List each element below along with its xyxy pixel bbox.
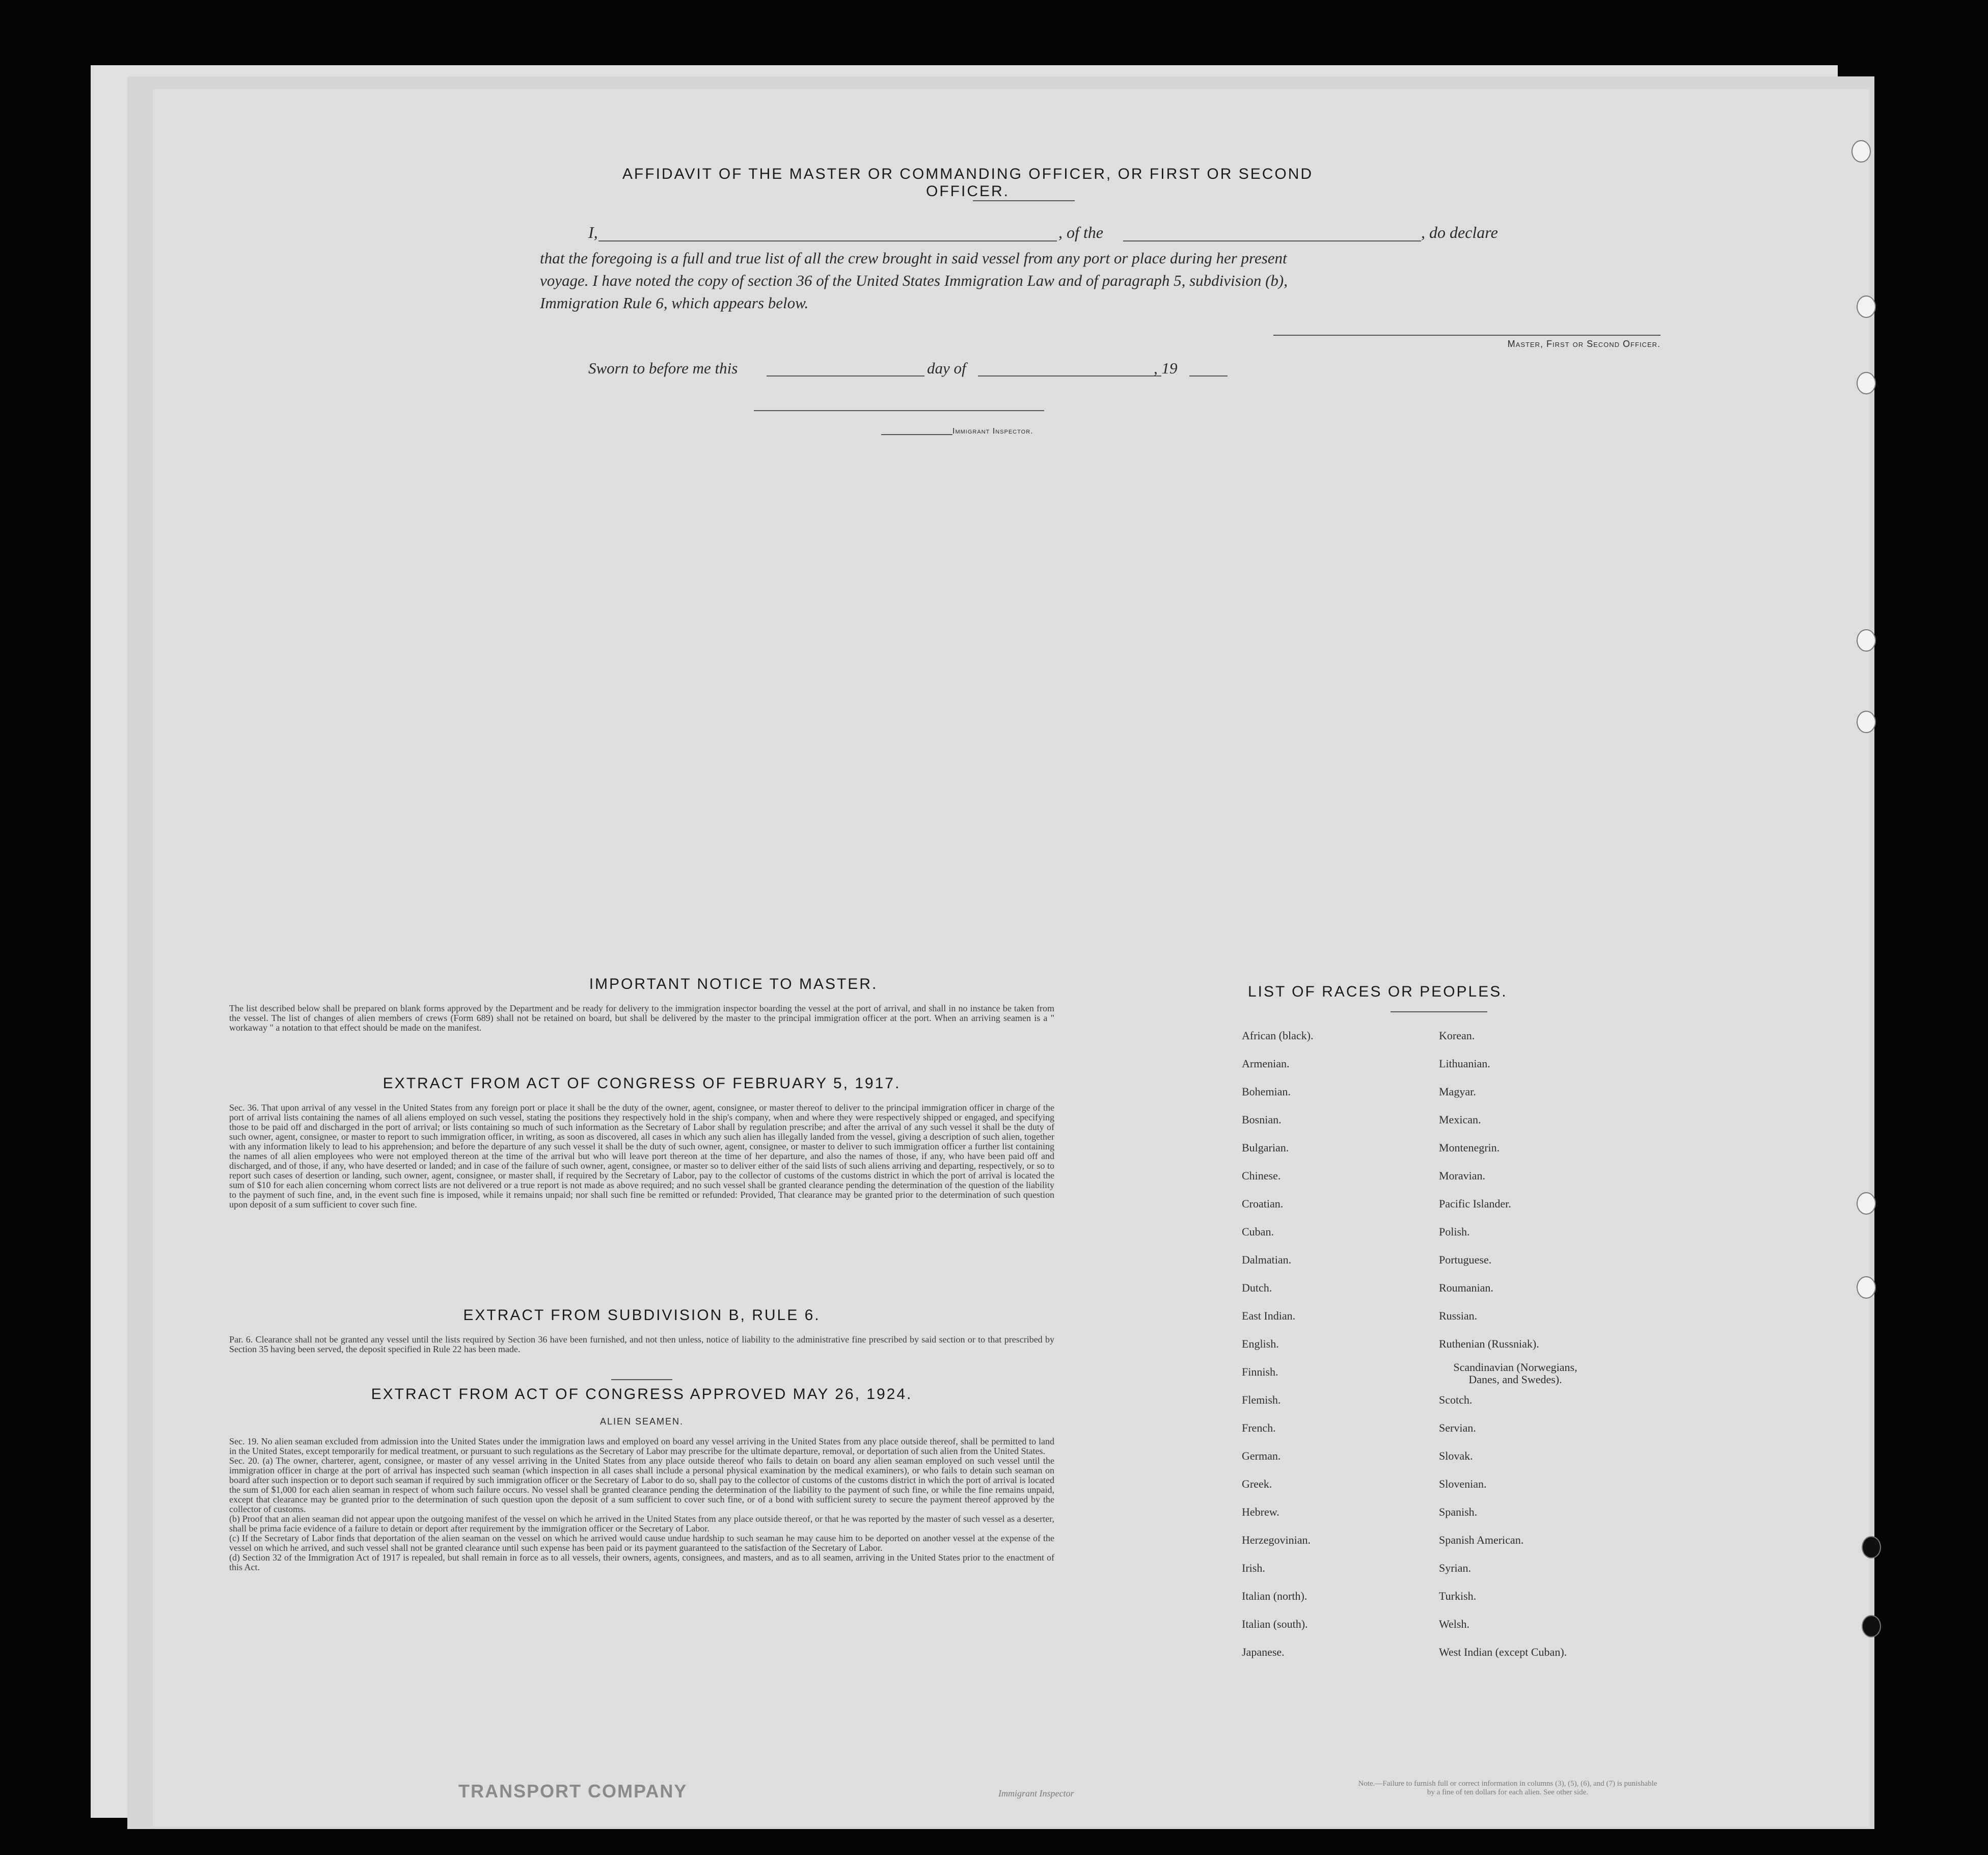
divider <box>1391 1011 1487 1012</box>
extract-rule6-body: Par. 6. Clearance shall not be granted any vessel until the lists required by Section 36 have been furnished, and not then unless, notice of liability to the administrative fine prescribed by said section or to that prescribed by Section 35 having been served, the deposit specified in Rule 22 has been made. <box>229 1334 1054 1354</box>
race-item: Bulgarian. <box>1242 1141 1289 1154</box>
master-caption: Master, First or Second Officer. <box>1507 339 1660 349</box>
punch-hole <box>1857 372 1876 394</box>
race-item: Finnish. <box>1242 1365 1278 1378</box>
race-item: Scotch. <box>1439 1393 1473 1406</box>
divider <box>611 1379 672 1380</box>
race-item: African (black). <box>1242 1029 1314 1042</box>
race-item: German. <box>1242 1449 1281 1462</box>
punch-hole <box>1857 295 1876 318</box>
race-item: Herzegovinian. <box>1242 1534 1311 1546</box>
race-item: Spanish. <box>1439 1505 1478 1518</box>
race-item: Irish. <box>1242 1562 1265 1574</box>
race-item: Hebrew. <box>1242 1505 1279 1518</box>
notice-body: The list described below shall be prepared on blank forms approved by the Department and be ready for delivery to the immigration inspector boarding the vessel at the port of arrival, and shall in no instance be taken from the vessel. The list of changes of alien members of crews (Form 689) shall not be retained on board, but shall be delivered by the master to the principal immigration officer at the port. When an arriving seamen is a " workaway " a notation to that effect should be made on the manifest. <box>229 1003 1054 1033</box>
race-item: Ruthenian (Russniak). <box>1439 1337 1539 1350</box>
name-blank-line <box>598 240 1057 241</box>
section-20b: (b) Proof that an alien seaman did not appear upon the outgoing manifest of the vessel on which he arrived in the United States from any place outside thereof, or that he was reported by the master of such vessel as a deserter, shall be prima facie evidence of a failure to detain or deport after requirement by the immigration officer or the Secretary of Labor. <box>229 1514 1054 1534</box>
footer-note: Note.—Failure to furnish full or correct information in columns (3), (5), (6), and (7) is punishable by a fine of ten dollars for each alien. See other side. <box>1358 1780 1657 1796</box>
year-blank-line <box>1189 375 1228 377</box>
notice-title: IMPORTANT NOTICE TO MASTER. <box>589 976 878 992</box>
race-item: Croatian. <box>1242 1197 1284 1210</box>
day-of-label: day of <box>927 359 966 377</box>
race-item: Servian. <box>1439 1421 1476 1434</box>
affidavit-of-the-label: , of the <box>1058 223 1103 241</box>
race-item: Slovak. <box>1439 1449 1473 1462</box>
race-item: Bohemian. <box>1242 1085 1291 1098</box>
affidavit-declare-label: , do declare <box>1421 223 1498 241</box>
punch-hole <box>1857 1192 1876 1215</box>
section-20a: Sec. 20. (a) The owner, charterer, agent, consignee, or master of any vessel arriving in the United States from any place outside thereof who fails to detain on board any alien seaman employed on such vessel until the immigration officer in charge at the port of arrival has inspected such seaman (which inspection in all cases shall include a personal physical examination by the medical examiners), or who fails to detain such seaman on board after such inspection or to deport such seaman if required by such immigration officer or the Secretary of Labor to do so, shall pay to the collector of customs of the customs district in which the port of arrival is located the sum of $1,000 for each alien seaman in respect of whom such failure occurs. No vessel shall be granted clearance pending the determination of the liability to the payment of such fine, or while the fine remains unpaid, except that clearance may be granted prior to the determination of such question upon the deposit of a sum sufficient to cover such fine, or of a bond with sufficient surety to secure the payment thereof approved by the collector of customs. <box>229 1456 1054 1514</box>
extract-rule6-title: EXTRACT FROM SUBDIVISION B, RULE 6. <box>463 1307 821 1324</box>
affidavit-i-label: I, <box>588 223 598 241</box>
race-item: Cuban. <box>1242 1225 1274 1238</box>
race-item: Greek. <box>1242 1477 1272 1490</box>
inspector-short-line <box>881 434 952 435</box>
punch-hole <box>1862 1536 1881 1558</box>
section-20d: (d) Section 32 of the Immigration Act of 1917 is repealed, but shall remain in force as to all vessels, their owners, agents, consignees, and masters, and as to all seamen, arriving in the United States prior to the enactment of this Act. <box>229 1552 1054 1572</box>
race-item: Syrian. <box>1439 1562 1471 1574</box>
race-item: Roumanian. <box>1439 1281 1493 1294</box>
inspector-signature-line <box>754 410 1044 411</box>
race-item: Russian. <box>1439 1309 1478 1322</box>
affidavit-title: AFFIDAVIT OF THE MASTER OR COMMANDING OFFICER, OR FIRST OR SECOND OFFICER. <box>622 166 1314 200</box>
affidavit-line-1: that the foregoing is a full and true list of all the crew brought in said vessel from any port or place during her present <box>540 249 1287 267</box>
extract-1917-body: Sec. 36. That upon arrival of any vessel in the United States from any foreign port or place it shall be the duty of the owner, agent, consignee, or master thereof to deliver to the principal immigration officer in charge of the port of arrival lists containing the names of all aliens employed on such vessel, stating the positions they respectively hold in the ship's company, when and where they were respectively shipped or engaged, and specifying those to be paid off and discharged in the port of arrival; or lists containing so much of such information as the Secretary of Labor shall by regulation prescribe; and after the arrival of any such vessel it shall be the duty of such owner, agent, consignee, or master to report to such immigration officer, in writing, as soon as discovered, all cases in which any such alien has illegally landed from the vessel, giving a description of such alien, together with any information likely to lead to his apprehension; and before the departure of any such vessel it shall be the duty of such owner, agent, consignee, or master to deliver to such immigration officer a further list containing the names of all alien employees who were not employed thereon at the time of the arrival but who will leave port thereon at the time of her departure, and also the names of those, if any, who have been paid off and discharged, and of those, if any, who have deserted or landed; and in case of the failure of such owner, agent, consignee, or master so to deliver either of the said lists of such aliens arriving and departing, respectively, or so to report such cases of desertion or landing, such owner, agent, consignee, or master shall, if required by the Secretary of Labor, pay to the collector of customs of the customs district in which the port of arrival is located the sum of $10 for each alien concerning whom correct lists are not delivered or a true report is not made as above required; and no such vessel shall be granted clearance pending the determination of the question of the liability to the payment of such fine, and, in the event such fine is imposed, while it remains unpaid; nor shall such fine be remitted or refunded: Provided, That clearance may be granted prior to the determination of such question upon deposit of a sum sufficient to cover such fine. <box>229 1103 1054 1209</box>
race-item: Japanese. <box>1242 1646 1285 1658</box>
race-item: Welsh. <box>1439 1618 1469 1630</box>
race-item: French. <box>1242 1421 1276 1434</box>
year-label: , 19 <box>1154 359 1178 377</box>
race-item: East Indian. <box>1242 1309 1296 1322</box>
race-item: Slovenian. <box>1439 1477 1487 1490</box>
race-item: Dalmatian. <box>1242 1253 1292 1266</box>
race-item: Bosnian. <box>1242 1113 1282 1126</box>
divider <box>973 200 1075 201</box>
punch-hole <box>1857 711 1876 733</box>
race-item: Portuguese. <box>1439 1253 1492 1266</box>
race-item: Lithuanian. <box>1439 1057 1490 1070</box>
race-item: Korean. <box>1439 1029 1475 1042</box>
extract-1924-subtitle: ALIEN SEAMEN. <box>600 1416 684 1427</box>
section-19: Sec. 19. No alien seaman excluded from admission into the United States under the immigration laws and employed on board any vessel arriving in the United States from any place outside thereof, shall be permitted to land in the United States, except temporarily for medical treatment, or pursuant to such regulations as the Secretary of Labor may prescribe for the ultimate departure, removal, or deportation of such alien from the United States. <box>229 1436 1054 1456</box>
race-item: Polish. <box>1439 1225 1470 1238</box>
punch-hole <box>1862 1615 1881 1637</box>
document-page <box>153 89 1869 1826</box>
race-item: Spanish American. <box>1439 1534 1524 1546</box>
punch-hole <box>1851 140 1871 163</box>
race-item: Dutch. <box>1242 1281 1272 1294</box>
race-item: Armenian. <box>1242 1057 1290 1070</box>
inspector-caption: Immigrant Inspector. <box>952 427 1033 436</box>
vessel-blank-line <box>1123 240 1421 241</box>
affidavit-line-2: voyage. I have noted the copy of section 36 of the United States Immigration Law and of paragraph 5, subdivision (b), <box>540 272 1288 289</box>
races-title: LIST OF RACES OR PEOPLES. <box>1248 983 1508 1000</box>
affidavit-text <box>540 247 1660 314</box>
race-item: Scandinavian (Norwegians, Danes, and Swedes). <box>1453 1361 1577 1386</box>
punch-hole <box>1857 629 1876 652</box>
extract-1924-body <box>229 1437 1054 1572</box>
race-item: Pacific Islander. <box>1439 1197 1511 1210</box>
day-blank-line <box>767 375 924 377</box>
race-item: Italian (south). <box>1242 1618 1308 1630</box>
month-blank-line <box>978 375 1161 377</box>
race-item: Turkish. <box>1439 1590 1477 1602</box>
race-item: Italian (north). <box>1242 1590 1308 1602</box>
race-item: Mexican. <box>1439 1113 1481 1126</box>
race-item: Chinese. <box>1242 1169 1281 1182</box>
race-item: West Indian (except Cuban). <box>1439 1646 1567 1658</box>
race-item: Flemish. <box>1242 1393 1281 1406</box>
punch-hole <box>1857 1276 1876 1299</box>
affidavit-line-3: Immigration Rule 6, which appears below. <box>540 294 809 312</box>
immigrant-inspector-label: Immigrant Inspector <box>998 1788 1074 1798</box>
sworn-label: Sworn to before me this <box>588 359 738 377</box>
race-item: English. <box>1242 1337 1279 1350</box>
extract-1924-title: EXTRACT FROM ACT OF CONGRESS APPROVED MAY 26, 1924. <box>371 1386 913 1403</box>
race-item: Montenegrin. <box>1439 1141 1500 1154</box>
signature-line <box>1273 335 1660 336</box>
extract-1917-title: EXTRACT FROM ACT OF CONGRESS OF FEBRUARY 5, 1917. <box>383 1075 901 1092</box>
race-item: Magyar. <box>1439 1085 1476 1098</box>
company-stamp: TRANSPORT COMPANY <box>458 1781 688 1802</box>
race-item: Moravian. <box>1439 1169 1486 1182</box>
section-20c: (c) If the Secretary of Labor finds that deportation of the alien seaman on the vessel on which he arrived would cause undue hardship to such seaman he may cause him to be deported on another vessel at the expense of the vessel on which he arrived, and such vessel shall not be granted clearance until such expense has been paid or its payment guaranteed to the satisfaction of the Secretary of Labor. <box>229 1533 1054 1553</box>
